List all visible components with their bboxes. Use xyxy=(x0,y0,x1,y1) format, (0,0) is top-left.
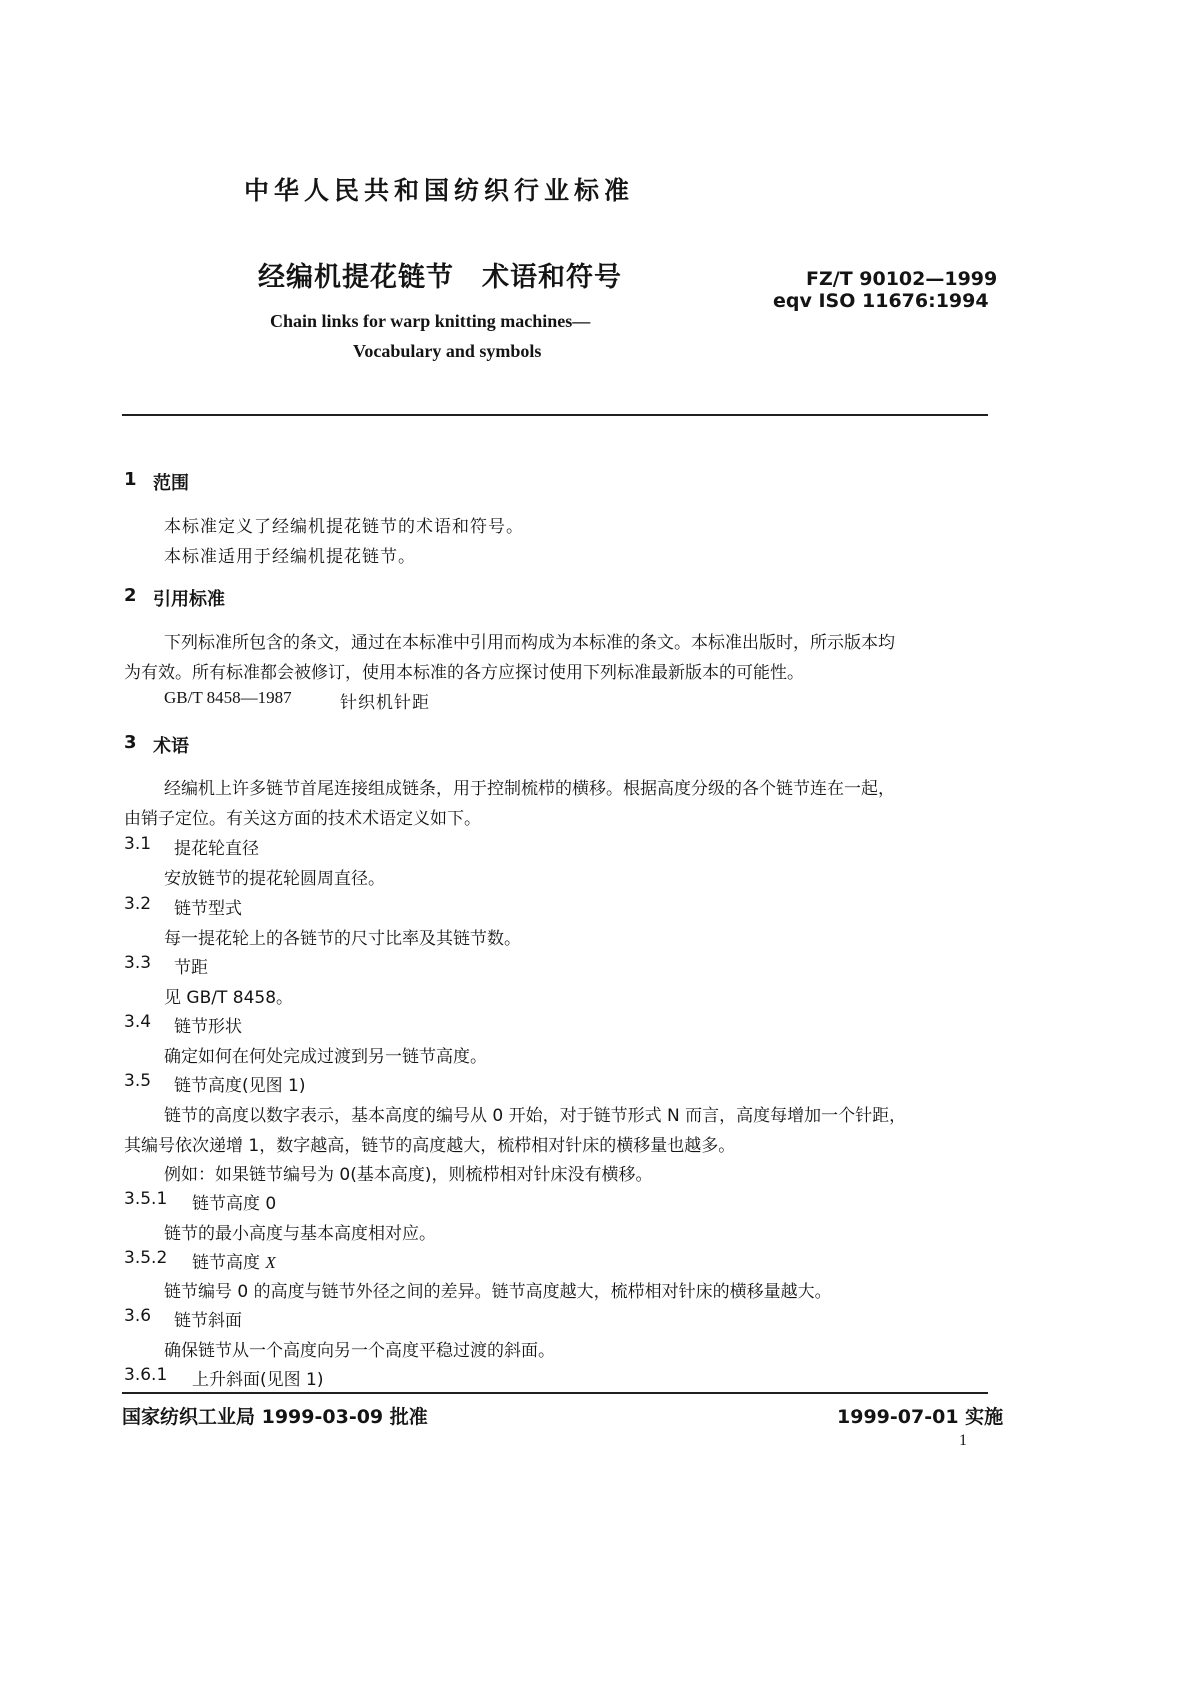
issuing-body-title: 中华人民共和国纺织行业标准 xyxy=(244,176,635,205)
term-definition: 见 GB/T 8458。 xyxy=(164,988,294,1008)
standard-number: FZ/T 90102—1999 xyxy=(806,268,998,290)
term-definition: 链节的最小高度与基本高度相对应。 xyxy=(164,1224,436,1244)
standard-equivalence: eqv ISO 11676:1994 xyxy=(773,290,989,312)
term-number: 3.3 xyxy=(124,953,152,973)
document-title-cn: 经编机提花链节 术语和符号 xyxy=(258,262,622,293)
term-title: 节距 xyxy=(174,958,208,978)
term-title xyxy=(192,1248,276,1273)
term-number: 3.6.1 xyxy=(124,1365,168,1385)
reference-title: 针织机针距 xyxy=(340,693,430,713)
term-example: 例如：如果链节编号为 0(基本高度)，则梳栉相对针床没有横移。 xyxy=(164,1165,653,1185)
term-title: 链节高度(见图 1) xyxy=(174,1076,306,1096)
term-number: 3.5 xyxy=(124,1071,152,1091)
term-number: 3.2 xyxy=(124,894,152,914)
term-number: 3.6 xyxy=(124,1306,152,1326)
paragraph: 本标准定义了经编机提花链节的术语和符号。 xyxy=(164,517,524,537)
term-title: 链节斜面 xyxy=(174,1311,242,1331)
term-definition: 每一提花轮上的各链节的尺寸比率及其链节数。 xyxy=(164,929,521,949)
section-heading: 范围 xyxy=(153,473,189,494)
section-number: 2 xyxy=(124,585,137,606)
paragraph: 为有效。所有标准都会被修订，使用本标准的各方应探讨使用下列标准最新版本的可能性。 xyxy=(124,663,804,683)
term-number: 3.5.1 xyxy=(124,1189,168,1209)
term-title: 链节型式 xyxy=(174,899,242,919)
term-definition: 安放链节的提花轮圆周直径。 xyxy=(164,869,385,889)
section-heading: 引用标准 xyxy=(153,589,225,610)
term-title: 链节形状 xyxy=(174,1017,242,1037)
term-number: 3.5.2 xyxy=(124,1248,168,1268)
term-definition: 链节的高度以数字表示，基本高度的编号从 0 开始，对于链节形式 N 而言，高度每增加一个针距， xyxy=(164,1106,907,1126)
term-number: 3.1 xyxy=(124,834,152,854)
term-title: 上升斜面(见图 1) xyxy=(192,1370,324,1390)
term-definition: 确定如何在何处完成过渡到另一链节高度。 xyxy=(164,1047,487,1067)
effective-date: 1999-07-01 实施 xyxy=(837,1406,1004,1428)
paragraph: 由销子定位。有关这方面的技术术语定义如下。 xyxy=(124,809,481,829)
footer-divider xyxy=(122,1392,988,1394)
term-definition: 其编号依次递增 1，数字越高，链节的高度越大，梳栉相对针床的横移量也越多。 xyxy=(124,1136,736,1156)
section-heading: 术语 xyxy=(153,736,189,757)
approval-line: 国家纺织工业局 1999-03-09 批准 xyxy=(122,1406,428,1428)
term-title: 提花轮直径 xyxy=(174,839,259,859)
page-number: 1 xyxy=(959,1432,967,1449)
paragraph: 本标准适用于经编机提花链节。 xyxy=(164,547,416,567)
term-number: 3.4 xyxy=(124,1012,152,1032)
section-number: 1 xyxy=(124,469,137,490)
paragraph: 经编机上许多链节首尾连接组成链条，用于控制梳栉的横移。根据高度分级的各个链节连在一起， xyxy=(164,779,895,799)
reference-code: GB/T 8458—1987 xyxy=(164,688,292,707)
term-definition: 确保链节从一个高度向另一个高度平稳过渡的斜面。 xyxy=(164,1341,555,1361)
term-title-variable: X xyxy=(265,1253,276,1272)
section-number: 3 xyxy=(124,732,137,753)
header-divider xyxy=(122,414,988,416)
term-definition: 链节编号 0 的高度与链节外径之间的差异。链节高度越大，梳栉相对针床的横移量越大。 xyxy=(164,1282,832,1302)
paragraph: 下列标准所包含的条文，通过在本标准中引用而构成为本标准的条文。本标准出版时，所示版本均 xyxy=(164,633,895,653)
document-title-en-line2: Vocabulary and symbols xyxy=(353,341,542,361)
document-title-en-line1: Chain links for warp knitting machines— xyxy=(270,311,591,331)
term-title-text: 链节高度 xyxy=(192,1253,266,1273)
term-title: 链节高度 0 xyxy=(192,1194,277,1214)
